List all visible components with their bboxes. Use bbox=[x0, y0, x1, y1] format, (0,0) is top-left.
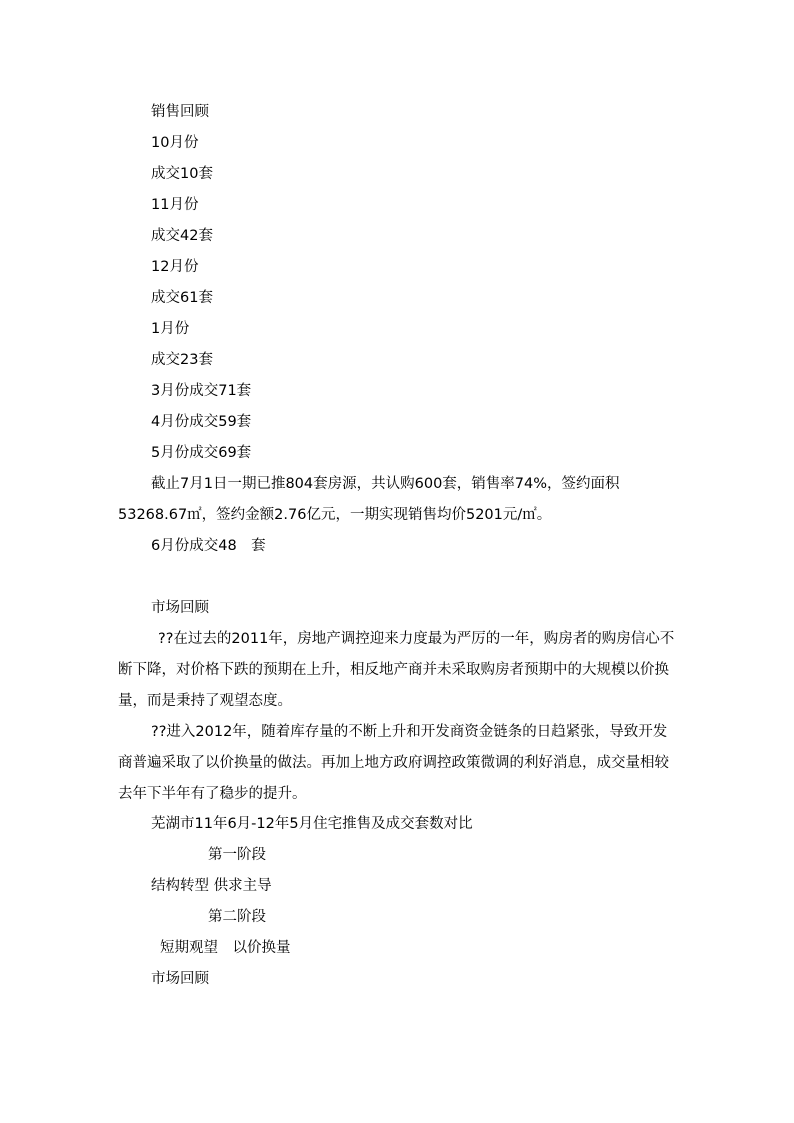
month-label-jan: 1月份 bbox=[151, 321, 190, 337]
market-review-title-2: 市场回顾 bbox=[151, 971, 209, 987]
month-label-dec: 12月份 bbox=[151, 259, 199, 275]
month-label-oct: 10月份 bbox=[151, 135, 199, 151]
stage-1-label: 第一阶段 bbox=[208, 847, 266, 863]
market-paragraph-2012: ??进入2012年，随着库存量的不断上升和开发商资金链条的日趋紧张，导致开发商普遍采取了以价换量的做法。再加上地方政府调控政策微调的利好消息，成交量相较去年下半年有了稳步的提升。 bbox=[118, 724, 669, 802]
deal-count-dec: 成交61套 bbox=[151, 290, 213, 306]
month-label-nov: 11月份 bbox=[151, 197, 199, 213]
deal-line-apr: 4月份成交59套 bbox=[151, 414, 252, 430]
deal-count-nov: 成交42套 bbox=[151, 228, 213, 244]
deal-line-may: 5月份成交69套 bbox=[151, 445, 252, 461]
stage-2-label: 第二阶段 bbox=[208, 909, 266, 925]
sales-review-title: 销售回顾 bbox=[151, 104, 209, 120]
stage-1-description: 结构转型 供求主导 bbox=[151, 878, 272, 894]
deal-line-mar: 3月份成交71套 bbox=[151, 383, 252, 399]
deal-line-jun: 6月份成交48 套 bbox=[151, 538, 266, 554]
deal-count-jan: 成交23套 bbox=[151, 352, 213, 368]
market-review-title: 市场回顾 bbox=[151, 600, 209, 616]
sales-summary-paragraph: 截止7月1日一期已推804套房源，共认购600套，销售率74%，签约面积53268.67㎡，签约金额2.76亿元，一期实现销售均价5201元/㎡。 bbox=[118, 476, 620, 523]
comparison-chart-title: 芜湖市11年6月-12年5月住宅推售及成交套数对比 bbox=[151, 816, 473, 832]
deal-count-oct: 成交10套 bbox=[151, 166, 213, 182]
stage-2-description: 短期观望 以价换量 bbox=[160, 940, 291, 956]
market-paragraph-2011: ??在过去的2011年，房地产调控迎来力度最为严厉的一年，购房者的购房信心不断下降，对价格下跌的预期在上升，相反地产商并未采取购房者预期中的大规模以价换量，而是秉持了观望态度。 bbox=[118, 631, 675, 709]
